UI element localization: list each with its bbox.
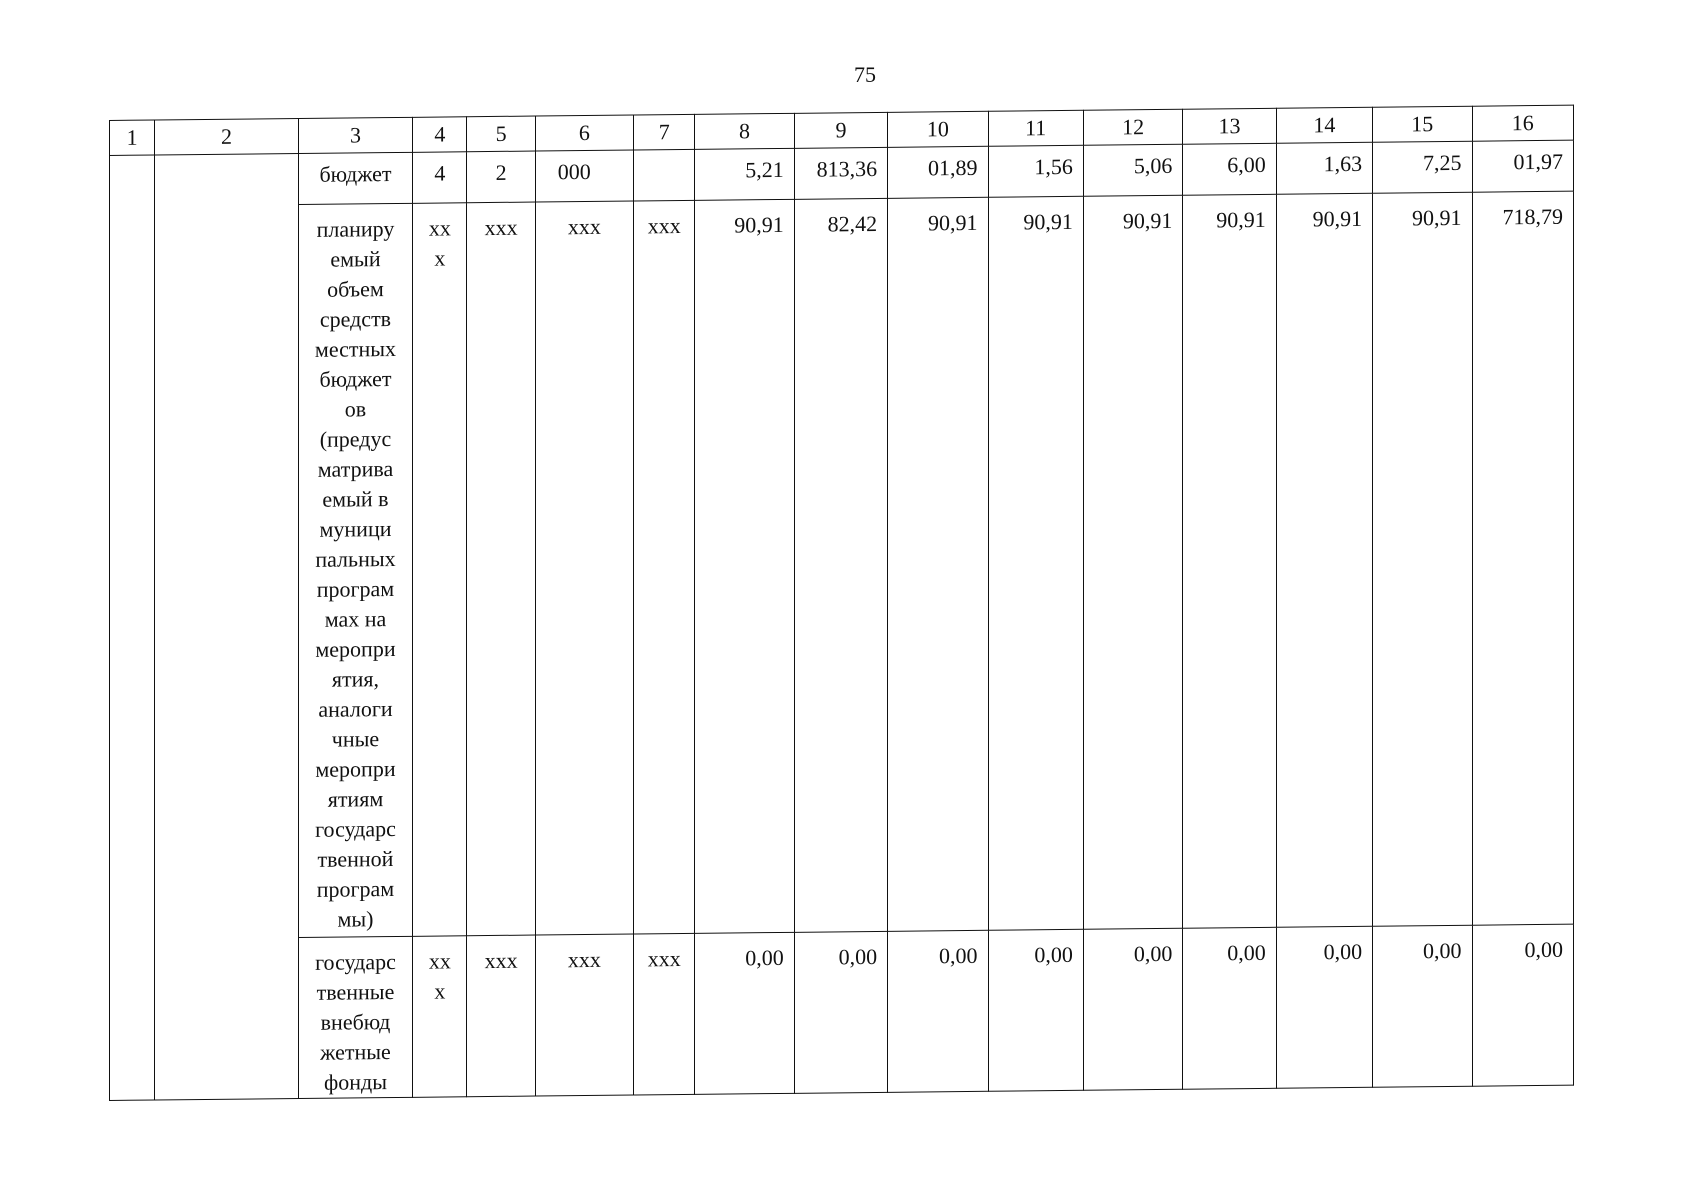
label-line: ятия, (331, 666, 380, 692)
column-header: 8 (695, 113, 794, 149)
value-cell: 0,00 (1373, 925, 1472, 1087)
col6-cell: ххх (535, 934, 633, 1096)
label-line: чные (331, 726, 380, 752)
label-line: твенной (317, 846, 394, 872)
column-header: 6 (535, 115, 633, 151)
table-row (110, 924, 1574, 1101)
value-cell: 5,06 (1083, 144, 1182, 196)
value-cell: 90,91 (695, 199, 794, 933)
label-line: меропри (315, 635, 396, 662)
row-label (298, 936, 412, 1099)
label-line: объем (327, 276, 384, 302)
label-line: меропри (315, 755, 396, 782)
label-line: внебюд (320, 1008, 391, 1035)
label-line: государс (315, 948, 396, 975)
label-line: аналоги (318, 696, 393, 722)
column-header: 5 (467, 116, 535, 152)
value-cell: 1,56 (988, 145, 1083, 197)
label-line: твенные (316, 978, 395, 1005)
cell-text: х (434, 245, 446, 271)
col5-cell: ххх (467, 202, 535, 935)
value-cell: 90,91 (888, 197, 988, 931)
value-cell: 6,00 (1183, 143, 1276, 195)
column-header: 2 (155, 119, 299, 156)
value-cell: 718,79 (1472, 191, 1574, 925)
value-cell: 90,91 (1083, 195, 1182, 929)
label-line: ов (344, 396, 367, 422)
col7-cell: ххх (634, 200, 695, 933)
value-cell: 90,91 (1183, 194, 1276, 928)
col5-cell: 2 (467, 151, 535, 203)
value-cell: 0,00 (988, 929, 1083, 1091)
row-label (298, 152, 412, 204)
col5-cell: ххх (467, 935, 535, 1097)
column-header: 7 (634, 114, 695, 150)
label-line: програм (316, 876, 395, 902)
col1-cell (110, 155, 155, 1100)
cell-text: 4 (434, 160, 446, 186)
value-cell: 01,89 (888, 146, 988, 198)
value-cell: 0,00 (1276, 926, 1372, 1088)
value-cell: 0,00 (794, 931, 887, 1093)
col6-cell: ххх (535, 201, 633, 935)
table-row (110, 191, 1574, 939)
label-line: емый в (322, 486, 389, 512)
label-line: средств (319, 306, 392, 332)
cell-text: хх (428, 215, 451, 241)
column-header: 16 (1472, 105, 1574, 141)
column-header: 1 (110, 120, 155, 155)
col6-cell: 000 (535, 150, 633, 202)
value-cell: 0,00 (695, 932, 794, 1094)
column-header: 10 (888, 111, 988, 147)
column-header: 4 (413, 117, 467, 153)
label-line: бюджет (319, 366, 392, 392)
budget-table (109, 105, 1574, 1101)
label-line: государс (315, 815, 396, 842)
label-line: матрива (317, 456, 394, 482)
value-cell: 813,36 (794, 147, 887, 199)
value-cell: 0,00 (1183, 927, 1276, 1089)
col7-cell: ххх (634, 933, 695, 1095)
cell-text: хх (428, 948, 451, 974)
column-header: 15 (1373, 106, 1472, 142)
row-label (298, 203, 412, 937)
col4-cell (413, 935, 467, 1097)
label-line: пальных (315, 545, 396, 572)
label-line: планиру (316, 216, 395, 242)
value-cell: 82,42 (794, 198, 887, 932)
label-line: емый (330, 246, 381, 272)
value-cell: 5,21 (695, 148, 794, 200)
column-header: 11 (988, 110, 1083, 146)
label-line: фонды (323, 1068, 387, 1095)
column-header: 3 (298, 117, 412, 153)
label-line: мах на (324, 606, 387, 632)
value-cell: 7,25 (1373, 141, 1472, 193)
column-header: 13 (1183, 108, 1276, 144)
col4-cell (413, 203, 467, 936)
cell-text: х (434, 978, 446, 1004)
value-cell: 90,91 (988, 196, 1083, 930)
label-line: местных (314, 335, 397, 362)
value-cell: 90,91 (1276, 193, 1372, 927)
column-header: 14 (1276, 107, 1372, 143)
label-line: (предус (319, 426, 392, 452)
label-line: муници (319, 516, 392, 542)
label-line: мы) (337, 906, 374, 932)
label-line: програм (316, 576, 395, 602)
label-line: жетные (320, 1038, 391, 1065)
value-cell: 01,97 (1472, 140, 1574, 192)
value-cell: 90,91 (1373, 192, 1472, 926)
page-number: 75 (854, 62, 876, 87)
value-cell: 0,00 (1083, 928, 1182, 1090)
column-header: 9 (794, 112, 887, 148)
col7-cell (634, 149, 695, 201)
label-line: бюджет (319, 161, 392, 187)
value-cell: 0,00 (1472, 924, 1574, 1086)
label-line: ятиям (327, 786, 384, 812)
column-header: 12 (1083, 109, 1182, 145)
col2-cell (155, 154, 299, 1101)
value-cell: 0,00 (888, 930, 988, 1092)
value-cell: 1,63 (1276, 142, 1372, 194)
col4-cell (413, 152, 467, 204)
